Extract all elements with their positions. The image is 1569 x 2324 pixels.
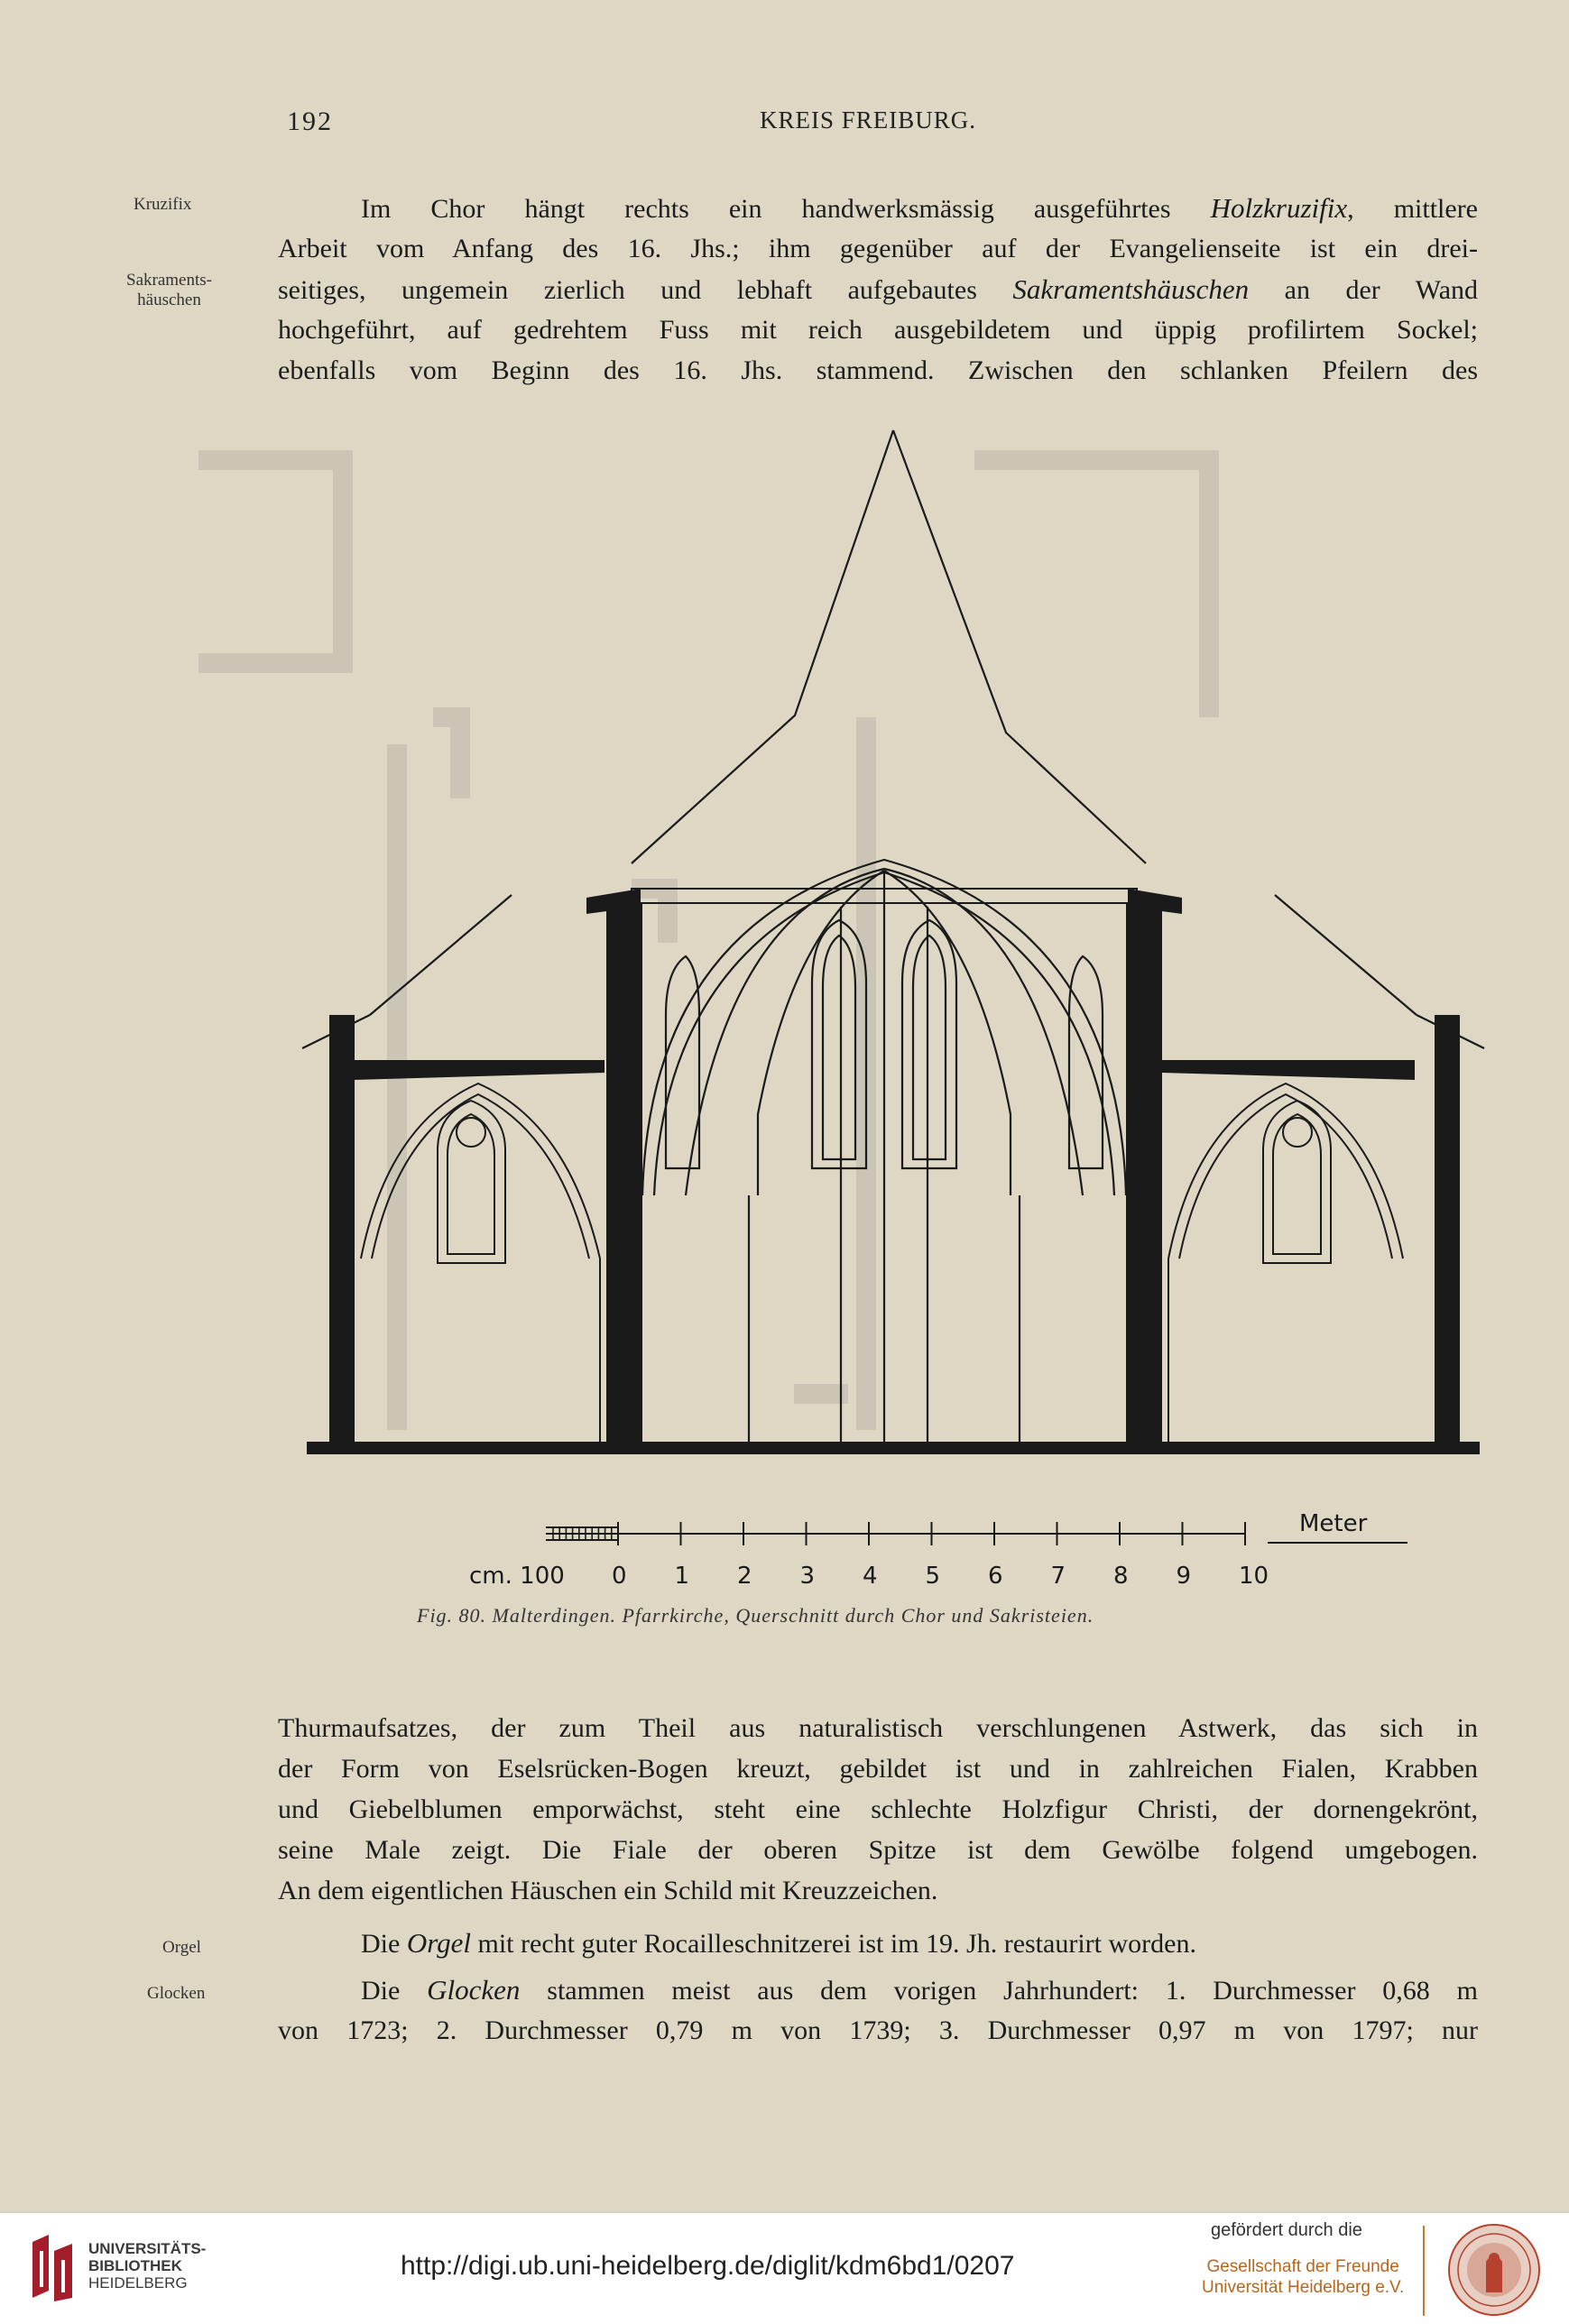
right-aisle-ceiling xyxy=(1162,1060,1415,1080)
text-line: von 1723; 2. Durchmesser 0,79 m von 1739; 3. Durchmesser 0,97 m von 1797; nur xyxy=(278,2015,1478,2045)
term-glocken: Glocken xyxy=(427,1974,521,2006)
text-line: ebenfalls vom Beginn des 16. Jhs. stammend. Zwischen den schlanken Pfeilern des xyxy=(278,355,1478,385)
scale-tick-label: 8 xyxy=(1113,1563,1129,1590)
scale-tick-label: 7 xyxy=(1050,1563,1066,1590)
scale-tick-label: 10 xyxy=(1239,1563,1269,1590)
marginal-note-glocken: Glocken xyxy=(147,1984,206,2003)
text-line: Die Orgel mit recht guter Rocailleschnitzerei ist im 19. Jh. restaurirt worden. xyxy=(361,1927,1196,1959)
marginal-note-line: Sakraments- xyxy=(126,271,212,290)
running-title: KREIS FREIBURG. xyxy=(760,106,977,134)
scale-tick-label: 5 xyxy=(925,1563,941,1590)
scale-tick-label: 6 xyxy=(988,1563,1003,1590)
paragraph-orgel xyxy=(278,1923,1478,1963)
left-main-pier xyxy=(606,902,642,1443)
paragraph-thurmaufsatz xyxy=(278,1708,1478,1911)
text-line: hochgeführt, auf gedrehtem Fuss mit reich ausgebildetem und üppig profilirtem Sockel; xyxy=(278,315,1478,345)
scale-bar xyxy=(546,1527,1407,1543)
figure-caption: Fig. 80. Malterdingen. Pfarrkirche, Querschnitt durch Chor und Sakristeien. xyxy=(417,1604,1094,1627)
marginal-note-kruzifix: Kruzifix xyxy=(134,195,192,214)
text-line: und Giebelblumen emporwächst, steht eine schlechte Holzfigur Christi, der dornengekrönt, xyxy=(278,1794,1478,1824)
scale-prefix-label: cm. 100 xyxy=(469,1563,565,1590)
ub-heidelberg-logo-icon xyxy=(27,2233,78,2301)
scale-tick-label: 9 xyxy=(1176,1563,1192,1590)
floor-line xyxy=(307,1442,1480,1454)
main-roof-left xyxy=(632,430,893,863)
marginal-note-sakramentshaeuschen xyxy=(126,271,212,310)
marginal-note-orgel: Orgel xyxy=(162,1938,201,1957)
term-sakramentshaeuschen: Sakramentshäuschen xyxy=(1012,273,1250,305)
scale-tick-label: 2 xyxy=(737,1563,752,1590)
scale-tick-label: 3 xyxy=(799,1563,816,1590)
text-line: Thurmaufsatzes, der zum Theil aus naturalistisch verschlungenen Astwerk, das sich in xyxy=(278,1713,1478,1743)
text-line: Die Glocken stammen meist aus dem vorigen Jahrhundert: 1. Durchmesser 0,68 m xyxy=(361,1974,1478,2006)
scale-tick-label: 0 xyxy=(612,1563,627,1590)
right-aisle-roof-upper xyxy=(1275,895,1417,1015)
permalink-url[interactable]: http://digi.ub.uni-heidelberg.de/diglit/kdm6bd1/0207 xyxy=(401,2251,1015,2281)
term-orgel: Orgel xyxy=(406,1927,472,1959)
text-line: Im Chor hängt rechts ein handwerksmässig ausgeführtes Holzkruzifix, mittlere xyxy=(361,192,1478,224)
main-roof-right xyxy=(893,430,1146,863)
scale-labels xyxy=(612,1563,1269,1590)
digitization-footer xyxy=(0,2212,1569,2324)
sponsor-label: gefördert durch die xyxy=(1211,2220,1362,2240)
chancel-vault xyxy=(642,860,1126,1442)
term-holzkruzifix: Holzkruzifix xyxy=(1210,192,1348,224)
right-main-pier xyxy=(1126,902,1162,1443)
text-line: seine Male zeigt. Die Fiale der oberen Spitze ist dem Gewölbe folgend umgebogen. xyxy=(278,1835,1478,1865)
church-cross-section-figure xyxy=(289,420,1480,1590)
piers xyxy=(329,889,1460,1443)
sponsor-name: Gesellschaft der Freunde Universität Heidelberg e.V. xyxy=(1202,2257,1405,2297)
marginal-note-line: häuschen xyxy=(137,290,201,309)
text-line: Arbeit vom Anfang des 16. Jhs.; ihm gegenüber auf der Evangelienseite ist ein drei- xyxy=(278,234,1478,263)
page-number: 192 xyxy=(287,106,333,136)
text-line: An dem eigentlichen Häuschen ein Schild mit Kreuzzeichen. xyxy=(278,1876,938,1905)
footer-divider xyxy=(1423,2226,1425,2316)
left-outer-wall xyxy=(329,1015,355,1443)
side-aisle-vaults xyxy=(361,907,1403,1442)
scale-tick-label: 1 xyxy=(674,1563,690,1590)
paragraph-glocken xyxy=(278,1969,1478,2051)
university-seal-icon xyxy=(1446,2222,1542,2318)
ub-heidelberg-wordmark: UNIVERSITÄTS- BIBLIOTHEK HEIDELBERG xyxy=(88,2240,207,2292)
text-line: seitiges, ungemein zierlich und lebhaft aufgebautes Sakramentshäuschen an der Wand xyxy=(278,273,1479,305)
scale-unit-label: Meter xyxy=(1299,1510,1368,1537)
right-outer-wall xyxy=(1435,1015,1460,1443)
scale-tick-label: 4 xyxy=(863,1563,878,1590)
left-aisle-ceiling xyxy=(354,1060,605,1080)
text-line: der Form von Eselsrücken-Bogen kreuzt, gebildet ist und in zahlreichen Fialen, Krabben xyxy=(278,1754,1478,1784)
paragraph-chor xyxy=(278,188,1478,391)
